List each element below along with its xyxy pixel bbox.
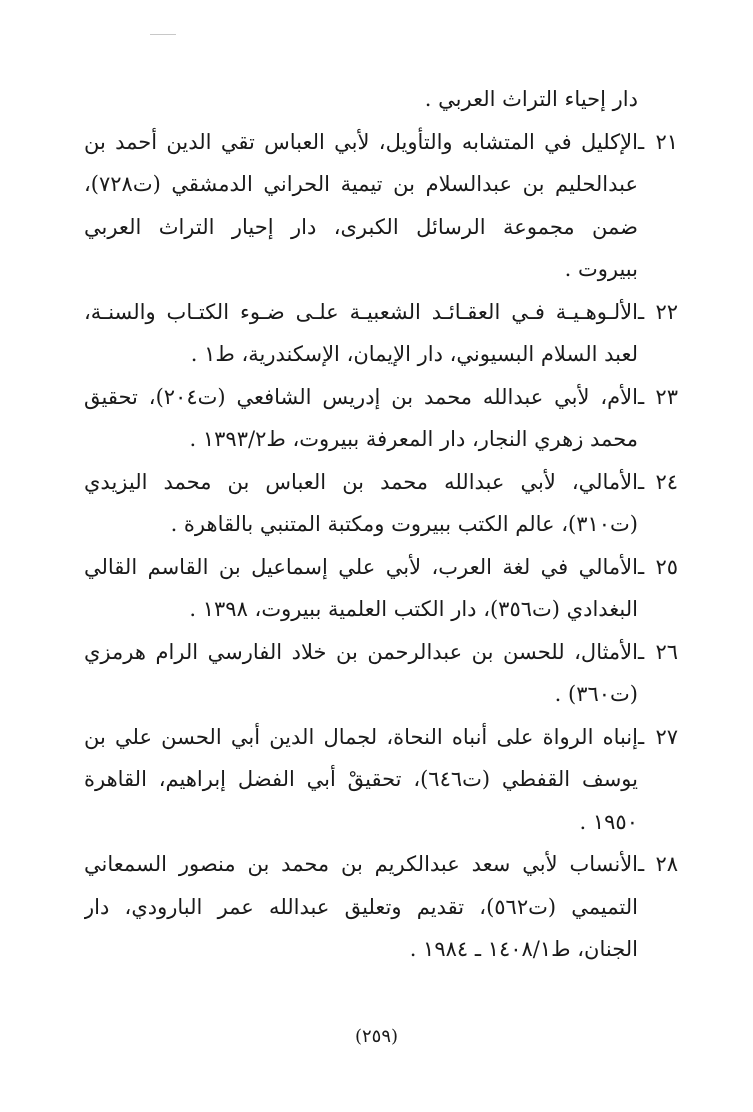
entry-first-line xyxy=(84,121,678,164)
entry-number: ٢٤ ـ xyxy=(638,469,678,494)
entry-text: التميمي (ت٥٦٢)، تقديم وتعليق عبدالله عمر البارودي، دار xyxy=(84,894,638,919)
entry-text: الأمالي، لأبي عبدالله محمد بن العباس بن محمد اليزيدي xyxy=(84,469,638,494)
entry-text: الأنساب لأبي سعد عبدالكريم بن محمد بن منصور السمعاني xyxy=(84,852,638,876)
entry-number: ٢٣ ـ xyxy=(637,384,678,409)
entry-continuation-line xyxy=(84,886,678,929)
entry-first-line xyxy=(84,461,678,504)
entry-text: دار إحياء التراث العربي . xyxy=(424,87,638,111)
entry-number: ٢٥ ـ xyxy=(638,554,678,579)
entry-continuation-line xyxy=(84,248,678,291)
scan-mark xyxy=(150,34,176,35)
entry-text: الأمثال، للحسن بن عبدالرحمن بن خلاد الفارسي الرام هرمزي xyxy=(84,639,638,664)
entry-text: ١٩٥٠ . xyxy=(579,809,638,834)
entry-continuation-line xyxy=(84,78,678,121)
entry-continuation-line xyxy=(84,673,678,716)
entry-first-line xyxy=(84,546,678,589)
entry-text: الأم، لأبي عبدالله محمد بن إدريس الشافعي (ت٢٠٤)، تحقيق xyxy=(84,384,638,409)
entry-number: ٢٨ ـ xyxy=(638,852,678,876)
entry-continuation-line xyxy=(84,801,678,844)
entry-text: الأمالي في لغة العرب، لأبي علي إسماعيل بن القاسم القالي xyxy=(84,554,638,579)
entry-first-line xyxy=(84,291,678,334)
entry-text: الجنان، ط١٤٠٨/١ ـ ١٩٨٤ . xyxy=(409,937,638,961)
entry-continuation-line xyxy=(84,333,678,376)
entry-text: يوسف القفطي (ت٦٤٦)، تحقيقْ أبي الفضل إبراهيم، القاهرة xyxy=(84,767,638,791)
entry-continuation-line xyxy=(84,163,678,206)
entry-continuation-line xyxy=(84,588,678,631)
entry-text: البغدادي (ت٣٥٦)، دار الكتب العلمية ببيروت، ١٣٩٨ . xyxy=(189,597,638,621)
entry-number: ٢٢ ـ xyxy=(638,299,678,324)
entry-text: ببيروت . xyxy=(564,257,638,281)
entry-text: ضمن مجموعة الرسائل الكبرى، دار إحيار التراث العربي xyxy=(84,214,638,239)
entry-text: الألـوهـيـة فـي العقـائـد الشعبيـة علـى ضـوء الكتـاب والسنـة، xyxy=(84,299,638,324)
entry-first-line xyxy=(84,631,678,674)
entry-text: إنباه الرواة على أنباه النحاة، لجمال الدين أبي الحسن علي بن xyxy=(84,724,638,749)
entry-text: الإكليل في المتشابه والتأويل، لأبي العباس تقي الدين أحمد بن xyxy=(84,129,638,154)
entry-continuation-line xyxy=(84,758,678,801)
entry-text: عبدالحليم بن عبدالسلام بن تيمية الحراني الدمشقي (ت٧٢٨)، xyxy=(84,172,638,196)
entry-continuation-line xyxy=(84,928,678,971)
entry-number: ٢١ ـ xyxy=(638,129,678,154)
entry-text: محمد زهري النجار، دار المعرفة ببيروت، ط١٣٩٣/٢ . xyxy=(189,427,638,451)
entry-text: لعبد السلام البسيوني، دار الإيمان، الإسكندرية، ط١ . xyxy=(190,342,638,366)
page-number: (٢٥٩) xyxy=(354,1026,399,1047)
entry-number: ٢٧ ـ xyxy=(638,724,678,749)
entry-first-line xyxy=(84,716,678,759)
bibliography-text xyxy=(84,78,678,971)
entry-text: (ت٣١٠)، عالم الكتب ببيروت ومكتبة المتنبي بالقاهرة . xyxy=(170,512,638,536)
entry-continuation-line xyxy=(84,418,678,461)
entry-continuation-line xyxy=(84,206,678,249)
entry-continuation-line xyxy=(84,503,678,546)
entry-number: ٢٦ ـ xyxy=(638,639,678,664)
entry-first-line xyxy=(84,376,678,419)
entry-first-line xyxy=(84,843,678,886)
entry-text: (ت٣٦٠) . xyxy=(554,682,638,706)
